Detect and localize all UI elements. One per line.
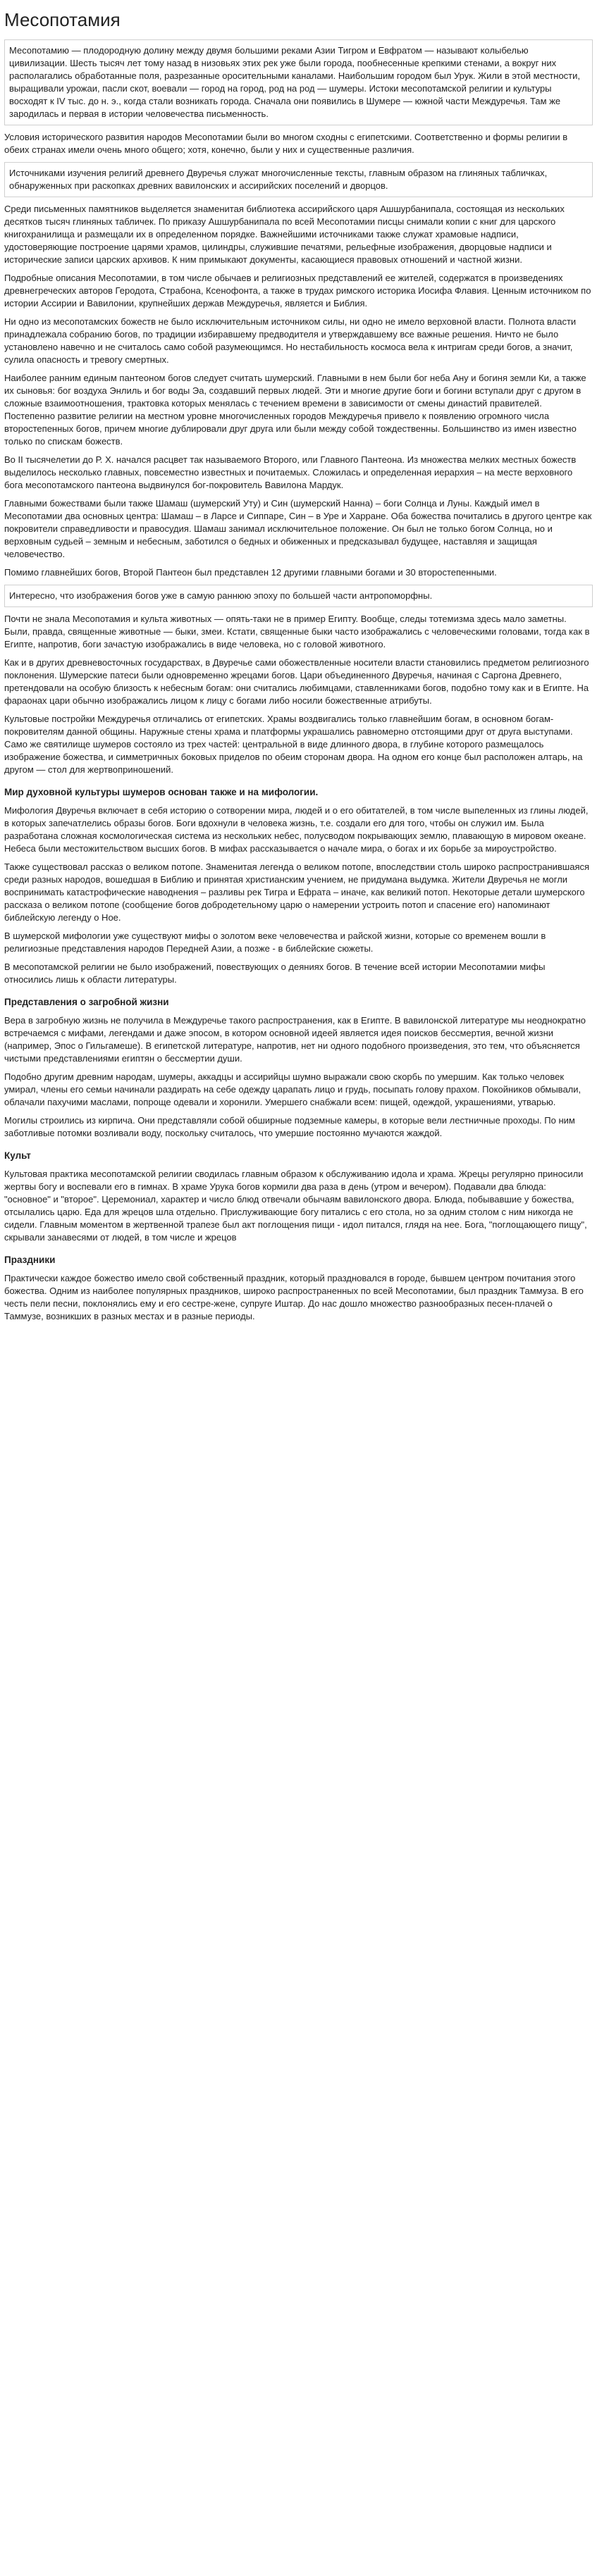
article-content	[4, 39, 593, 1323]
paragraph: Вера в загробную жизнь не получила в Междуречье такого распространения, как в Египте. В вавилонской литературе мы неоднократно встречаемся с мифами, легендами и даже эпосом, в котором основной идеей является идея поисков бессмертия, вечной жизни (например, Эпос о Гильгамеше). В египетской литературе, напротив, нет ни одного подобного произведения, это тем, что объясняется чистыми представлениями египтян о бессмертии души.	[4, 1015, 586, 1064]
paragraph: Подобно другим древним народам, шумеры, аккадцы и ассирийцы шумно выражали свою скорбь по умершим. Как только человек умирал, члены его семьи начинали раздирать на себе одежду царапать лицо и грудь, посыпать голову прахом. Покойников обмывали, облачали пахучими маслами, попроще одевали и хоронили. Умершего снабжали всем: пищей, одеждой, украшениями, утварью.	[4, 1071, 581, 1107]
paragraph: Мифология Двуречья включает в себя историю о сотворении мира, людей и о его обитателей, в том числе выпеленных из глины людей, в которых запечатлелись образы богов. Боги вдохнули в человека жизнь, т.е. создали его для того, чтобы он служил им. Была разработана сложная космологическая система из нескольких небес, полусводом покрывающих землю, плавающую в мировом океане. Небеса были местожительством высших богов. В мифах рассказывается о начале мира, о богах и их борьбе за мироустройство.	[4, 805, 589, 854]
paragraph: Во II тысячелетии до Р. Х. начался расцвет так называемого Второго, или Главного Пантеона. Из множества мелких местных божеств выделилось несколько главных, повсеместно известных и почитаемых. Сложилась и определенная иерархия – на месте верховного бога месопотамского пантеона выдвинулся бог-покровитель Вавилона Мардук.	[4, 454, 577, 490]
paragraph: Условия исторического развития народов Месопотамии были во многом сходны с египетскими. Соответственно и формы религии в обеих странах имели очень много общего; хотя, конечно, были у них и существенные различия.	[4, 132, 568, 155]
paragraph: Среди письменных памятников выделяется знаменитая библиотека ассирийского царя Ашшурбанипала, состоящая из нескольких десятков тысяч глиняных табличек. По приказу Ашшурбанипала по всей Месопотамии писцы снимали копии с книг для царского книгохранилища и размещали их в определенном порядке. Важнейшими источниками также служат храмовые надписи, удостоверяющие построение царями храмов, цилиндры, служившие печатями, рельефные изображения, дворцовые надписи и исторические записи царских архивов. К ним примыкают документы, касающиеся правовых отношений и частной жизни.	[4, 204, 565, 265]
page-title: Месопотамия	[4, 9, 121, 30]
section-heading: Представления о загробной жизни	[4, 997, 169, 1007]
paragraph: Почти не знала Месопотамия и культа животных — опять-таки не в пример Египту. Вообще, следы тотемизма здесь мало заметны. Были, правда, священные животные — быки, змеи. Кстати, священные быки часто изображались с человеческими головами, тогда как в Египте, напротив, боги зачастую изображались в виде человека, но с головой животного.	[4, 614, 590, 649]
paragraph: Также существовал рассказ о великом потопе. Знаменитая легенда о великом потопе, впоследствии столь широко распространившаяся среди разных народов, вошедшая в Библию и принятая христианским учением, не придумана выдумка. Жители Двуречья не могли воспринимать катастрофические наводнения – разливы рек Тигра и Ефрата – иначе, как великий потоп. Некоторые детали шумерского рассказа о великом потопе (сообщение богов добродетельному царю о намерении устроить потоп и спасение его) напоминают библейскую легенду о Ное.	[4, 861, 590, 923]
section-heading: Культ	[4, 1150, 31, 1161]
paragraph: Помимо главнейших богов, Второй Пантеон был представлен 12 другими главными богами и 30 второстепенными.	[4, 567, 497, 578]
paragraph: В месопотамской религии не было изображений, повествующих о деяниях богов. В течение всей истории Месопотамии мифы относились лишь к области литературы.	[4, 962, 546, 985]
paragraph: Могилы строились из кирпича. Они представляли собой обширные подземные камеры, в которые вели лестничные проходы. По ним заботливые потомки возливали воду, поскольку считалось, что умершие постоянно мучаются жаждой.	[4, 1115, 575, 1138]
paragraph: Культовые постройки Междуречья отличались от египетских. Храмы воздвигались только главнейшим богам, в основном богам-покровителям данной общины. Наружные стены храма и платформы украшались равномерно отстоящими друг от друга выступами. Само же святилище шумеров состояло из трех частей: центральной в виде длинного двора, в глубине которого размещалось изображение божества, и симметричных боковых приделов по обеим сторонам двора. На одном его конце был расположен алтарь, на другом — стол для жертвоприношений.	[4, 714, 583, 775]
paragraph: Практически каждое божество имело свой собственный праздник, который праздновался в городе, бывшем центром почитания этого божества. Одним из наиболее популярных праздников, широко распространенных по всей Месопотамии, был праздник Таммуза. В его честь пели песни, поклонялись ему и его сестре-жене, супруге Иштар. До нас дошло множество разнообразных песен-плачей о Таммузе, возникших в разных местах и в разные периоды.	[4, 1273, 584, 1321]
paragraph: В шумерской мифологии уже существуют мифы о золотом веке человечества и райской жизни, которые со временем вошли в религиозные представления народов Передней Азии, а позже - в библейские сюжеты.	[4, 931, 546, 954]
paragraph: Главными божествами были также Шамаш (шумерский Уту) и Син (шумерский Нанна) – боги Солнца и Луны. Каждый имел в Месопотамии два основных центра: Шамаш – в Ларсе и Сиппаре, Син – в Уре и Харране. Оба божества почитались в другого центре как покровители справедливости и правосудия. Шамаш занимал исключительное положение. Он был не только богом Солнца, но и верховным судьей – земным и небесным, заботился о бедных и обиженных и предсказывал будущее, наставляя и защищая человечество.	[4, 498, 592, 559]
section-heading: Праздники	[4, 1255, 56, 1265]
paragraph: Ни одно из месопотамских божеств не было исключительным источником силы, ни одно не имело верховной власти. Полнота власти принадлежала собранию богов, по традиции избиравшему предводителя и утверждавшему все важные решения. Ничто не было установлено навечно и не считалось само собой разумеющимся. Но нестабильность космоса вела к интригам среди богов, а значит, сулила опасность и тревогу смертных.	[4, 316, 577, 365]
highlight-box: Месопотамию — плодородную долину между двумя большими реками Азии Тигром и Евфратом — называют колыбелью цивилизации. Шесть тысяч лет тому назад в низовьях этих рек уже были города, пообнесенные крепкими стенами, а вокруг них располагались обработанные поля, разрезанные оросительными каналами. Наибольшим городом был Урук. Жили в этой местности, выращивали урожаи, пасли скот, воевали — город на город, род на род — шумеры. Истоки месопотамской религии и культуры восходят к IV тыс. до н. э., когда стали возникать города. Сначала они появились в Шумере — южной части Междуречья. Там же зародилась и первая в истории человечества письменность.	[4, 39, 593, 125]
paragraph: Как и в других древневосточных государствах, в Двуречье сами обожествленные носители власти становились предметом религиозного поклонения. Шумерские патеси были одновременно жрецами богов. Цари объединенного Двуречья, начиная с Саргона Древнего, претендовали на особую близость к небесным богам: они считались любимцами, ставленниками богов, подобно тому как и в Египте. На фараонах цари обычно изображались лицом к лицу с богами либо носили божественные атрибуты.	[4, 657, 589, 706]
section-heading: Мир духовной культуры шумеров основан также и на мифологии.	[4, 787, 319, 797]
highlight-box: Интересно, что изображения богов уже в самую раннюю эпоху по большей части антропоморфны.	[4, 585, 593, 607]
paragraph: Подробные описания Месопотамии, в том числе обычаев и религиозных представлений ее жителей, содержатся в произведениях древнегреческих авторов Геродота, Страбона, Ксенофонта, а также в трудах римского историка Иосифа Флавия. Ценным источником по истории Ассирии и Вавилонии, крупнейших держав Междуречья, является и Библия.	[4, 273, 591, 309]
paragraph: Наиболее ранним единым пантеоном богов следует считать шумерский. Главными в нем были бог неба Ану и богиня земли Ки, а также их сыновья: бог воздуха Энлиль и бог воды Эа, создавший первых людей. Эти и многие другие боги и богини вступали друг с другом в сложные взаимоотношения, трактовка которых менялась с течением времени в зависимости от смены династий правителей. Постепенно развитие религии на местном уровне многочисленных городов Междуречья привело к появлению огромного числа второстепенных богов, причем многие дублировали друг друга или были между собой тождественны. Большинство из имен известно только по спискам божеств.	[4, 373, 586, 447]
highlight-box: Источниками изучения религий древнего Двуречья служат многочисленные тексты, главным образом на глиняных табличках, обнаруженных при раскопках древних вавилонских и ассирийских поселений и дворцов.	[4, 162, 593, 197]
paragraph: Культовая практика месопотамской религии сводилась главным образом к обслуживанию идола и храма. Жрецы регулярно приносили жертвы богу и воспевали его в гимнах. В храме Урука богов кормили два раза в день (утром и вечером). Подавали два блюда: "основное" и "второе". Церемониал, характер и число блюд отвечали обычаям вавилонского двора. Блюда, побывавшие у божества, отсылались царю. Еда для жрецов шла отдельно. Прислуживающие богу питались с его стола, но за одним столом с ним никогда не сидели. Главным моментом в жертвенной трапезе был акт поглощения пищи - идол питался, глядя на нее. Бога, "поглощающего пищу", скрывали занавесями от людей, в том числе и жрецов	[4, 1169, 587, 1243]
